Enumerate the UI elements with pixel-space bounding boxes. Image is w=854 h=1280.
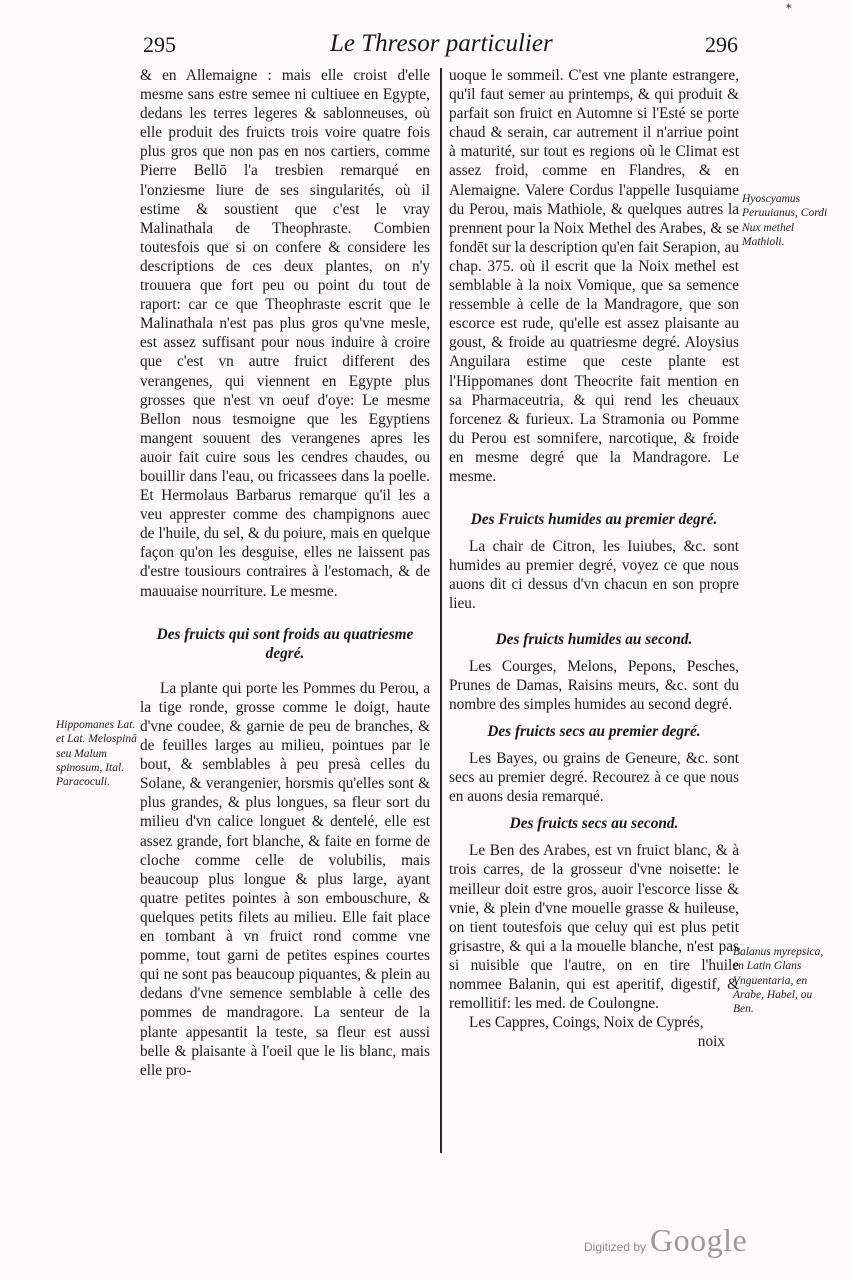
margin-note-hippomanes: Hippomanes Lat. et Lat. Melospinā seu Malum spinosum, Ital. Paracoculi. bbox=[56, 719, 137, 789]
corner-mark: * bbox=[786, 2, 792, 15]
right-paragraph-4: Les Bayes, ou grains de Geneure, &c. sont secs au premier degré. Recourez à ce que nous en auons desia remarqué. bbox=[449, 750, 739, 806]
margin-note-hyoscyamus: Hyoscyamus Peruuianus, Cordi Nux methel Mathioli. bbox=[742, 193, 828, 248]
column-divider bbox=[440, 68, 442, 1153]
google-logo: Google bbox=[650, 1222, 748, 1258]
section-heading-cold-fourth: Des fruicts qui sont froids au quatriesme degré. bbox=[156, 625, 414, 662]
catchword: noix bbox=[697, 1033, 725, 1051]
section-heading-humid-first: Des Fruicts humides au premier degré. bbox=[470, 511, 718, 529]
digitized-watermark bbox=[584, 1222, 747, 1259]
right-paragraph-5: Le Ben des Arabes, est vn fruict blanc, & à trois carres, de la grosseur d'vne noisette: le meilleur doit estre gros, auoir l'escorce lisse & vnie, & plein d'vne mouelle grasse & huileuse, on tient toutesfois que celuy qui est plus petit grisastre, & qui a la mouelle blanche, n'est pas si nuisible que l'autre, on en tire l'huile nommee Balanin, qui est aperitif, digestif, & remollitif: les med. de Coulongne. bbox=[449, 842, 739, 1013]
right-page-number: 296 bbox=[705, 32, 738, 57]
margin-note-balanus: Balanus myrepsica, en Latin Glans Vnguentaria, en Arabe, Habel, ou Ben. bbox=[733, 946, 824, 1016]
right-paragraph-6: Les Cappres, Coings, Noix de Cyprés, bbox=[469, 1014, 704, 1032]
section-heading-humid-second: Des fruicts humides au second. bbox=[495, 630, 693, 648]
right-column bbox=[449, 66, 739, 1051]
right-paragraph-1: uoque le sommeil. C'est vne plante estrangere, qu'il faut semer au printemps, & qui produit & parfait son fruict en Automne si l'Esté se porte chaud & serain, car autrement il n'arriue point à maturité, sur tout es regions où le Climat est assez froid, comme en Flandres, & en Alemaigne. Valere Cordus l'appelle Iusquiame du Perou, mais Mathiole, & quelques autres la prennent pour la Noix Methel des Arabes, & se fondēt sur la description qu'en fait Serapion, au chap. 375. où il escrit que la Noix methel est semblable à la noix Vomique, que sa semence ressemble à celle de la Mandragore, que son escorce est rude, qu'elle est assez plaisante au goust, & froide au quatriesme degré. Aloysius Anguilara estime que ceste plante est l'Hippomanes dont Theocrite fait mention en sa Pharmaceutria, & qui rend les cheuaux forcenez & furieux. La Stramonia ou Pomme du Perou est somnifere, narcotique, & froide en mesme degré que la Mandragore. Le mesme. bbox=[449, 67, 739, 485]
section-heading-dry-second: Des fruicts secs au second. bbox=[509, 815, 679, 833]
page-header bbox=[0, 28, 854, 68]
left-column bbox=[140, 66, 430, 1080]
running-title: Le Thresor particulier bbox=[330, 30, 553, 57]
left-paragraph-2: La plante qui porte les Pommes du Perou, a la tige ronde, grosse comme le doigt, haute d'vne coudee, & garnie de peu de branches, & de feuilles larges au milieu, pointues par le bout, & semblables à peu presà celles du Solane, & verangenier, horsmis qu'elles sont & plus grandes, & plus longues, sa fleur sort du milieu d'vn calice longuet & dentelé, elle est assez grande, fort blanche, & faite en forme de cloche comme celle de volubilis, mais beaucoup plus longue & plus large, ayant quatre petites pointes à son embouschure, & quelques petits filets au milieu. Elle fait place en tombant à vn fruict rond comme vne pomme, tout garni de petites espines courtes qui ne sont pas beaucoup piquantes, & plein au dedans d'vne semence semblable à celle des pommes de mandragore. La senteur de la plante appesantit la teste, sa fleur est aussi belle & plaisante à l'oeil que le lis blanc, mais elle pro- bbox=[140, 679, 430, 1079]
section-heading-dry-first: Des fruicts secs au premier degré. bbox=[487, 722, 701, 740]
digitized-label: Digitized by bbox=[584, 1240, 647, 1254]
right-paragraph-3: Les Courges, Melons, Pepons, Pesches, Prunes de Damas, Raisins meurs, &c. sont du nombre des simples humides au second degré. bbox=[449, 657, 739, 713]
left-page-number: 295 bbox=[143, 32, 176, 57]
left-paragraph-1: & en Allemaigne : mais elle croist d'elle mesme sans estre semee ni cultiuee en Egypte, dedans les terres legeres & sablonneuses, où elle produit des fruicts trois voire quatre fois plus gros que non pas en nos cartiers, comme Pierre Bellō l'a tresbien remarqué en l'onziesme liure de ses singularités, où il estime & soustient que c'est le vray Malinathala de Theophraste. Combien toutesfois que si on confere & considere les descriptions de ces deux plantes, on n'y trouuera que fort peu ou point du tout de raport: car ce que Theophraste escrit que le Malinathala n'est pas plus gros qu'vne mesle, est assez suffisant pour nous induire à croire que c'est vn autre fruict different des verangenes, qui viennent en Egypte plus grosses que n'est vn oeuf d'oye: Le mesme Bellon nous tesmoigne que les Egyptiens mangent souuent des verangenes apres les auoir fait cuire sous les cendres chaudes, ou bouillir dans l'eau, ou fricassees dans la poelle. Et Hermolaus Barbarus remarque qu'il les a veu apprester comme des champignons auec de l'huile, du sel, & du poiure, mais en quelque façon qu'on les desguise, elles ne laissent pas d'estre tousiours contraires à l'estomach, & de mauuaise nourriture. Le mesme. bbox=[140, 67, 430, 600]
right-paragraph-2: La chair de Citron, les Iuiubes, &c. sont humides au premier degré, voyez ce que nous auons dit ci dessus d'vn chacun en son propre lieu. bbox=[449, 538, 739, 613]
